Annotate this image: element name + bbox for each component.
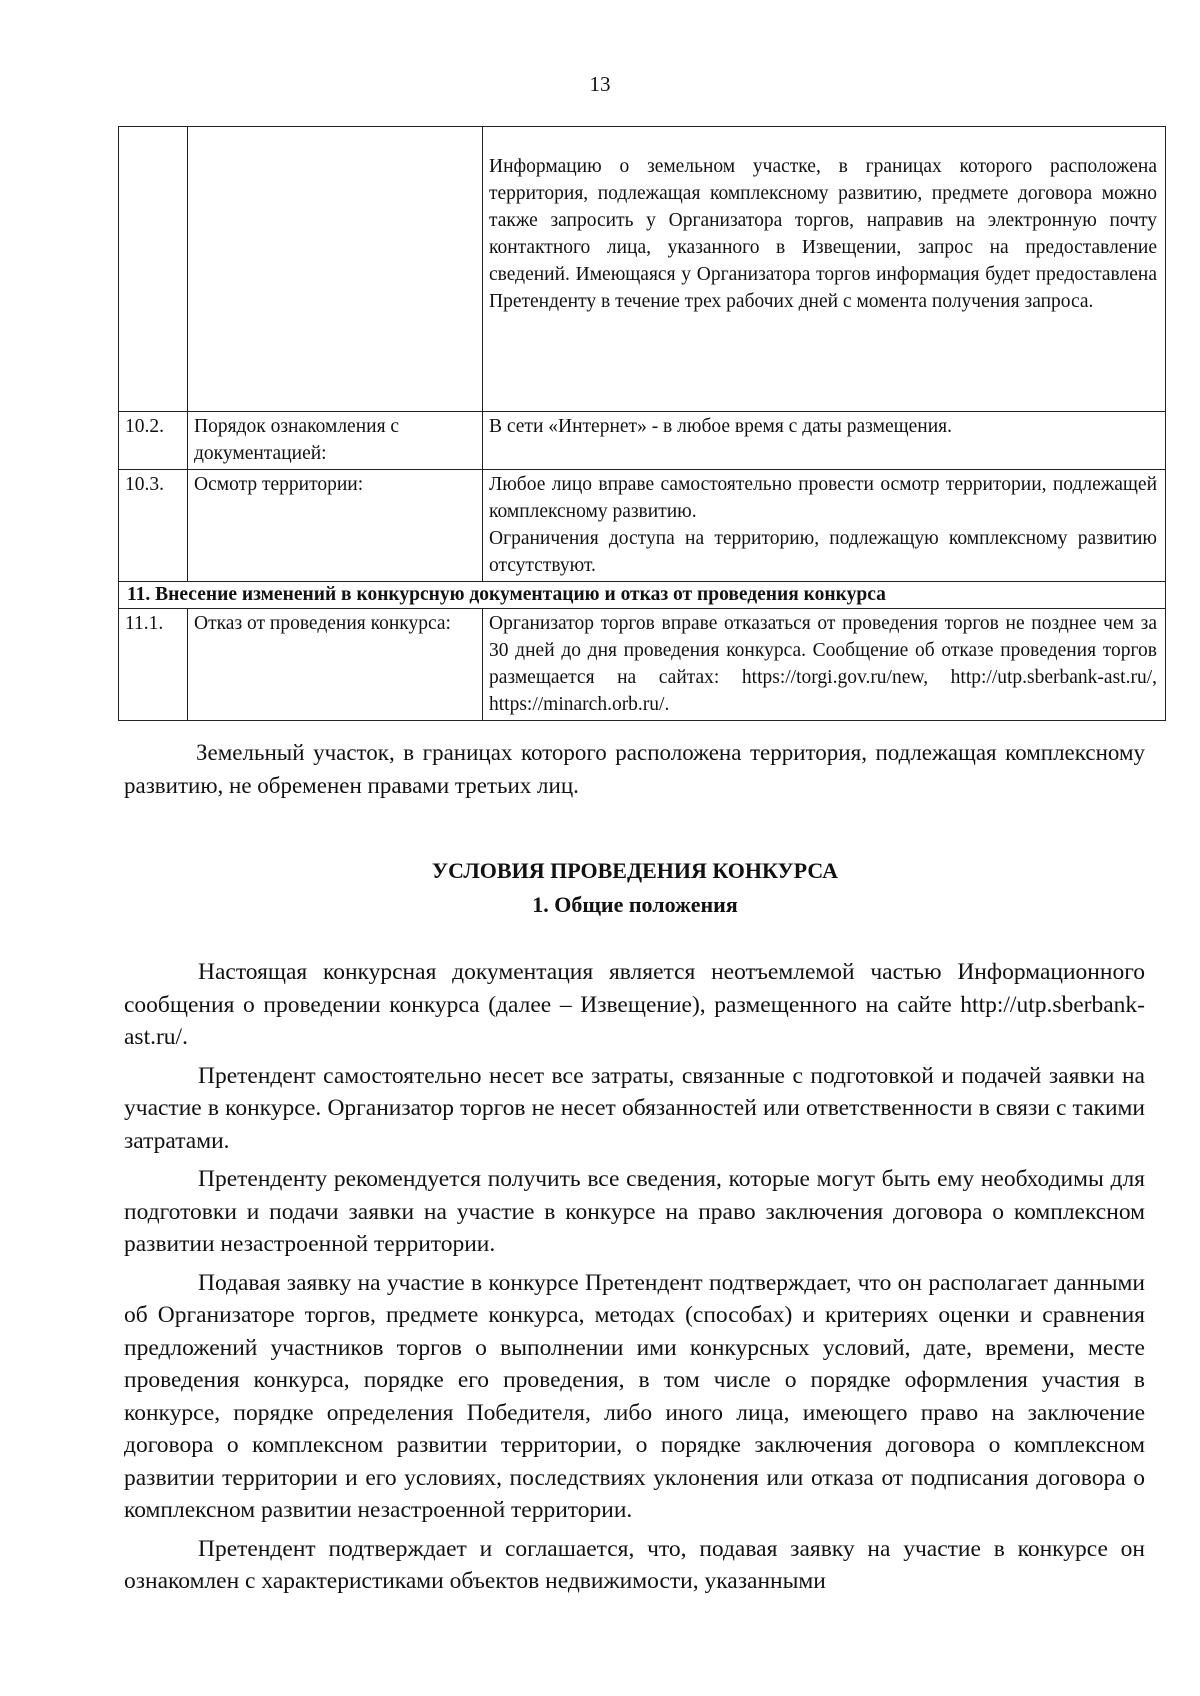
paragraph: Претендент подтверждает и соглашается, что, подавая заявку на участие в конкурсе он ознакомлен с характеристиками объектов недвижимости, указанными xyxy=(124,1535,1145,1594)
paragraph: Претендент самостоятельно несет все затраты, связанные с подготовкой и подачей заявки на участие в конкурсе. Организатор торгов не несет обязанностей или ответственности в связи с такими затратами. xyxy=(124,1062,1145,1154)
row-text-cell: Организатор торгов вправе отказаться от проведения торгов не позднее чем за 30 дней до дня проведения конкурса. Сообщение об отказе проведения торгов размещается на сайтах: https://torgi.gov.ru/new, http://utp.sberbank-ast.ru/, https://minarch.orb.ru/. xyxy=(483,609,1166,721)
row-number-cell: 10.3. xyxy=(119,470,188,582)
section-row xyxy=(119,582,1166,609)
table-row xyxy=(119,412,1166,470)
paragraph: Претенденту рекомендуется получить все сведения, которые могут быть ему необходимы для подготовки и подачи заявки на участие в конкурсе на право заключения договора о комплексном развитии незастроенной территории. xyxy=(124,1166,1145,1257)
land-encumbrance-note: Земельный участок, в границах которого расположена территория, подлежащая комплексному развитию, не обременен правами третьих лиц. xyxy=(124,740,1145,798)
table-row xyxy=(119,127,1166,412)
section-title: 11. Внесение изменений в конкурсную документацию и отказ от проведения конкурса xyxy=(119,582,1166,609)
row-text-cell xyxy=(483,470,1166,582)
row-number-cell: 11.1. xyxy=(119,609,188,721)
paragraph: Подавая заявку на участие в конкурсе Претендент подтверждает, что он располагает данными об Организаторе торгов, предмете конкурса, методах (способах) и критериях оценки и сравнения предложений участников торгов о выполнении ими конкурсных условий, дате, времени, месте проведения конкурса, порядке его проведения, в том числе о порядке оформления участия в конкурсе, порядке определения Победителя, либо иного лица, имеющего право на заключение договора о комплексном развитии территории, о порядке заключения договора о комплексном развитии территории и его условиях, последствиях уклонения или отказа от подписания договора о комплексном развитии незастроенной территории. xyxy=(124,1269,1145,1523)
table-row xyxy=(119,609,1166,721)
subsection-heading: 1. Общие положения xyxy=(532,892,738,917)
row-text-paragraph: Любое лицо вправе самостоятельно провести осмотр территории, подлежащей комплексному развитию. xyxy=(489,474,1157,522)
row-number-cell: 10.2. xyxy=(119,412,188,470)
paragraph: Настоящая конкурсная документация является неотъемлемой частью Информационного сообщения о проведении конкурса (далее – Извещение), размещенного на сайте http://utp.sberbank-ast.ru/. xyxy=(124,959,1145,1050)
table-row xyxy=(119,470,1166,582)
row-name-cell xyxy=(188,127,483,412)
row-name-cell: Отказ от проведения конкурса: xyxy=(188,609,483,721)
row-text-cell: В сети «Интернет» - в любое время с даты размещения. xyxy=(483,412,1166,470)
page-number: 13 xyxy=(589,72,611,96)
general-provisions-text xyxy=(124,956,1145,1604)
row-number-cell xyxy=(119,127,188,412)
info-table xyxy=(118,126,1166,721)
row-name-cell: Порядок ознакомления с документацией: xyxy=(188,412,483,470)
row-text-paragraph: Ограничения доступа на территорию, подлежащую комплексному развитию отсутствуют. xyxy=(489,528,1157,576)
section-heading: УСЛОВИЯ ПРОВЕДЕНИЯ КОНКУРСА xyxy=(431,858,839,883)
row-text-cell: Информацию о земельном участке, в границах которого расположена территория, подлежащая комплексному развитию, предмете договора можно также запросить у Организатора торгов, направив на электронную почту контактного лица, указанного в Извещении, запрос на предоставление сведений. Имеющаяся у Организатора торгов информация будет предоставлена Претенденту в течение трех рабочих дней с момента получения запроса. xyxy=(483,127,1166,412)
row-name-cell: Осмотр территории: xyxy=(188,470,483,582)
